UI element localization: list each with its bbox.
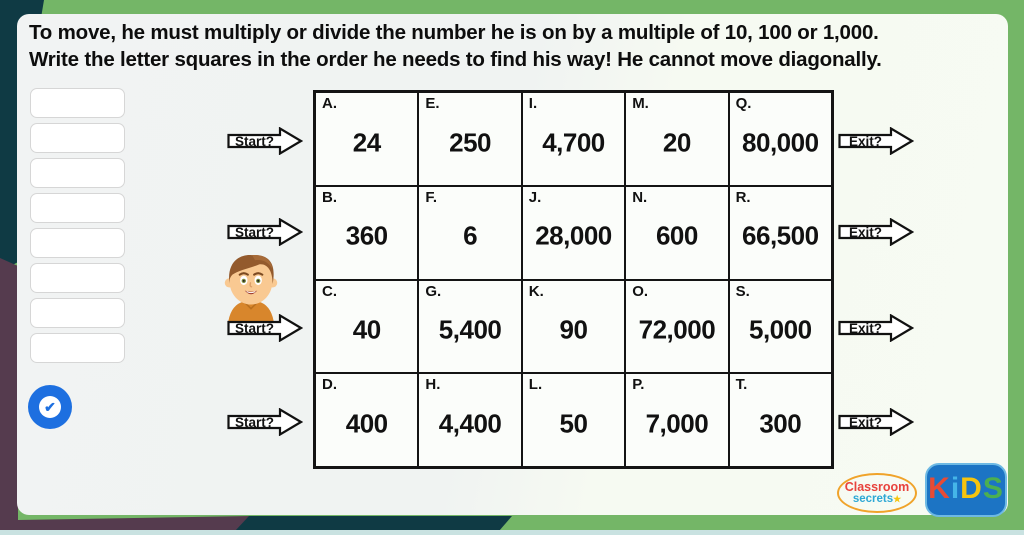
cell-letter: I.	[528, 95, 538, 112]
classroom-secrets-logo-line1: Classroom	[844, 480, 910, 494]
answer-box-5[interactable]	[30, 228, 125, 258]
cell-letter: C.	[322, 282, 337, 300]
cell-letter: B.	[322, 188, 337, 206]
cell-value: 360	[345, 220, 388, 251]
cell-letter: T.	[735, 376, 748, 394]
start-arrow-row-4	[227, 408, 303, 436]
answer-box-4[interactable]	[30, 193, 125, 223]
cell-letter: F.	[425, 188, 438, 206]
start-arrow-label: Start?	[234, 224, 274, 240]
instruction-line-1: To move, he must multiply or divide the number he is on by a multiple of 10, 100 or 1,000.	[29, 21, 879, 44]
maze-cell-L	[522, 373, 625, 467]
exit-arrow-row-3	[838, 314, 914, 342]
maze-cell-C	[315, 280, 418, 374]
cell-value: 300	[759, 408, 802, 439]
start-arrow-label: Start?	[234, 133, 274, 149]
cell-value: 6	[463, 220, 478, 251]
cell-letter: R.	[735, 188, 751, 206]
maze-cell-I	[522, 92, 625, 186]
cell-value: 5,000	[749, 314, 812, 345]
cell-value: 80,000	[742, 127, 819, 158]
exit-arrow-row-1	[838, 127, 914, 155]
kids-logo	[925, 463, 1007, 517]
cell-letter: G.	[425, 282, 442, 300]
exit-arrow-row-2	[838, 218, 914, 246]
cell-letter: E.	[425, 95, 440, 112]
bottom-strip	[0, 530, 1024, 535]
answer-box-8[interactable]	[30, 333, 125, 363]
cell-value: 5,400	[438, 314, 502, 345]
cell-value: 400	[345, 408, 388, 439]
cell-letter: L.	[528, 376, 543, 394]
maze-cell-H	[418, 373, 521, 467]
check-answers-button[interactable]	[28, 385, 72, 429]
cell-letter: O.	[632, 282, 649, 300]
classroom-secrets-logo-line2: secrets★	[852, 492, 902, 505]
maze-cell-N	[625, 186, 728, 280]
start-arrow-label: Start?	[234, 414, 274, 430]
start-arrow-row-1	[227, 127, 303, 155]
start-arrow-row-3	[227, 314, 303, 342]
maze-cell-M	[625, 92, 728, 186]
cell-value: 250	[449, 127, 492, 158]
exit-arrow-label: Exit?	[848, 320, 882, 336]
cell-letter: S.	[735, 282, 750, 300]
cell-value: 600	[655, 220, 698, 251]
classroom-secrets-logo	[837, 473, 917, 513]
cell-value: 4,700	[542, 127, 605, 158]
cell-value: 28,000	[535, 220, 612, 251]
cell-value: 7,000	[645, 408, 709, 439]
cell-value: 4,400	[438, 408, 502, 439]
answer-box-3[interactable]	[30, 158, 125, 188]
cell-value: 50	[559, 408, 588, 439]
cell-value: 40	[352, 314, 381, 345]
cell-letter: N.	[632, 188, 648, 206]
cell-value: 72,000	[638, 314, 716, 345]
maze-cell-G	[418, 280, 521, 374]
star-icon: ★	[893, 493, 902, 504]
maze-cell-P	[625, 373, 728, 467]
cell-letter: D.	[322, 376, 337, 394]
cell-letter: H.	[425, 376, 441, 394]
answer-box-7[interactable]	[30, 298, 125, 328]
check-icon: ✔	[39, 396, 61, 418]
maze-cell-T	[729, 373, 832, 467]
cell-letter: P.	[632, 376, 645, 394]
cell-letter: M.	[632, 95, 649, 112]
maze-cell-J	[522, 186, 625, 280]
kids-logo-letter-k: K	[928, 472, 951, 505]
answer-box-6[interactable]	[30, 263, 125, 293]
cell-value: 66,500	[742, 220, 819, 251]
instruction-line-2: Write the letter squares in the order he needs to find his way! He cannot move diagonally.	[29, 48, 882, 71]
kids-logo-letter-d: D	[960, 472, 983, 505]
exit-arrow-label: Exit?	[848, 224, 882, 240]
maze-cell-A	[315, 92, 418, 186]
cell-value: 90	[559, 314, 588, 345]
kids-logo-letter-s: S	[982, 472, 1004, 505]
cell-value: 24	[352, 127, 381, 158]
instruction-text	[29, 19, 1004, 73]
start-arrow-label: Start?	[234, 320, 274, 336]
maze-cell-S	[729, 280, 832, 374]
start-arrow-row-2	[227, 218, 303, 246]
answer-box-1[interactable]	[30, 88, 125, 118]
worksheet-card	[17, 14, 1008, 515]
exit-arrow-row-4	[838, 408, 914, 436]
cell-value: 20	[662, 127, 691, 158]
exit-arrow-label: Exit?	[848, 414, 882, 430]
cell-letter: Q.	[735, 95, 752, 112]
cell-letter: J.	[528, 188, 542, 206]
boy-avatar-icon	[217, 251, 285, 321]
maze-cell-K	[522, 280, 625, 374]
maze-cell-B	[315, 186, 418, 280]
cell-letter: A.	[322, 95, 337, 112]
maze-cell-O	[625, 280, 728, 374]
maze-cell-Q	[729, 92, 832, 186]
cell-letter: K.	[528, 282, 544, 300]
maze-grid	[313, 90, 834, 469]
maze-cell-F	[418, 186, 521, 280]
kids-logo-letter-i: i	[950, 472, 961, 505]
maze-cell-D	[315, 373, 418, 467]
answer-box-2[interactable]	[30, 123, 125, 153]
exit-arrow-label: Exit?	[848, 133, 882, 149]
maze-cell-R	[729, 186, 832, 280]
maze-cell-E	[418, 92, 521, 186]
